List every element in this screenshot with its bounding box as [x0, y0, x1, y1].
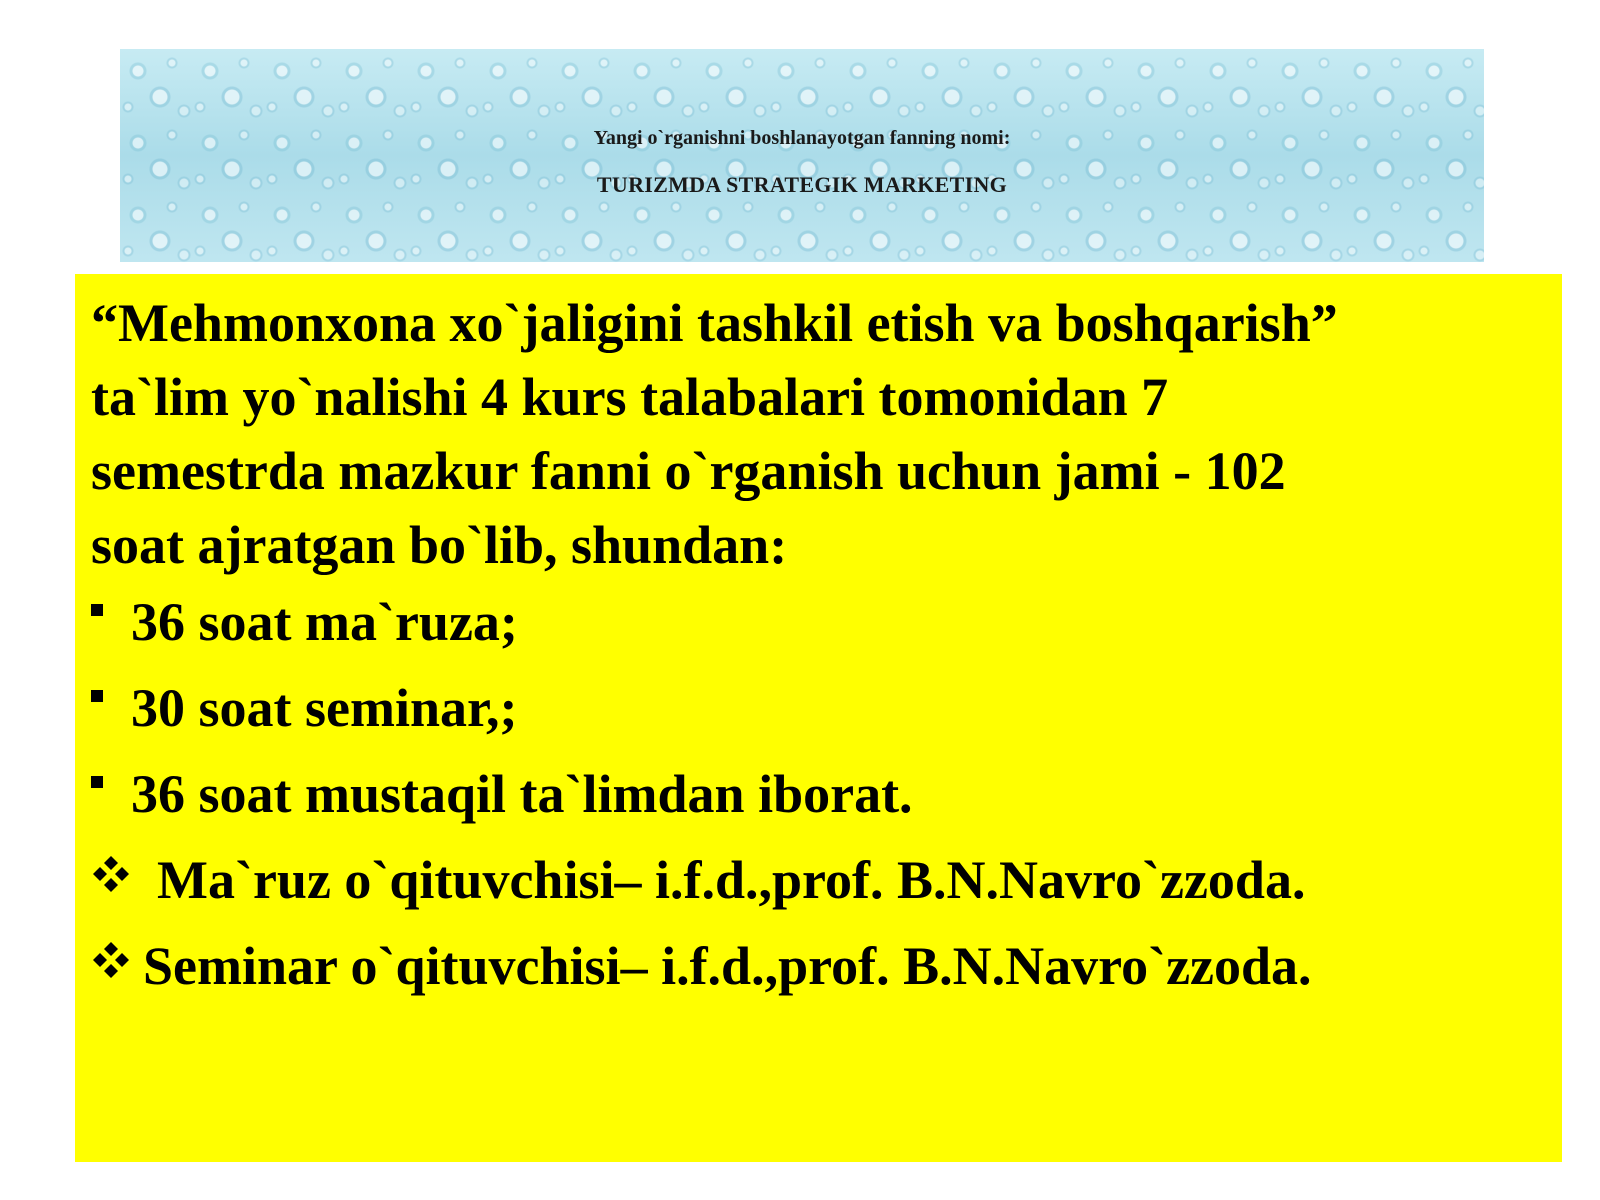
hours-item-text: 36 soat ma`ruza;	[131, 592, 518, 652]
intro-line: ta`lim yo`nalishi 4 kurs talabalari tomonidan 7	[91, 367, 1169, 427]
hours-item-self-study	[91, 764, 913, 824]
teacher-item-text: Seminar o`qituvchisi– i.f.d.,prof. B.N.Navro`zzoda.	[143, 936, 1312, 996]
header-banner	[120, 49, 1484, 262]
intro-line: soat ajratgan bo`lib, shundan:	[91, 515, 788, 575]
four-diamond-bullet-icon	[91, 854, 131, 894]
square-bullet-icon	[91, 690, 103, 702]
content-box	[75, 274, 1562, 1162]
seminar-teacher-item	[91, 936, 1312, 996]
four-diamond-bullet-icon	[91, 940, 131, 980]
header-subtitle: Yangi o`rganishni boshlanayotgan fanning nomi:	[593, 127, 1011, 149]
hours-item-seminars	[91, 678, 518, 738]
intro-paragraph	[91, 286, 1551, 582]
square-bullet-icon	[91, 776, 103, 788]
hours-item-text: 30 soat seminar,;	[131, 678, 518, 738]
course-title: TURIZMDA STRATEGIK MARKETING	[596, 172, 1008, 197]
teacher-item-text: Ma`ruz o`qituvchisi– i.f.d.,prof. B.N.Navro`zzoda.	[157, 850, 1306, 910]
intro-line: “Mehmonxona xo`jaligini tashkil etish va boshqarish”	[91, 293, 1338, 353]
square-bullet-icon	[91, 604, 103, 616]
lecture-teacher-item	[91, 850, 1305, 910]
intro-line: semestrda mazkur fanni o`rganish uchun jami - 102	[91, 441, 1286, 501]
hours-item-text: 36 soat mustaqil ta`limdan iborat.	[131, 764, 913, 824]
hours-item-lectures	[91, 592, 518, 652]
